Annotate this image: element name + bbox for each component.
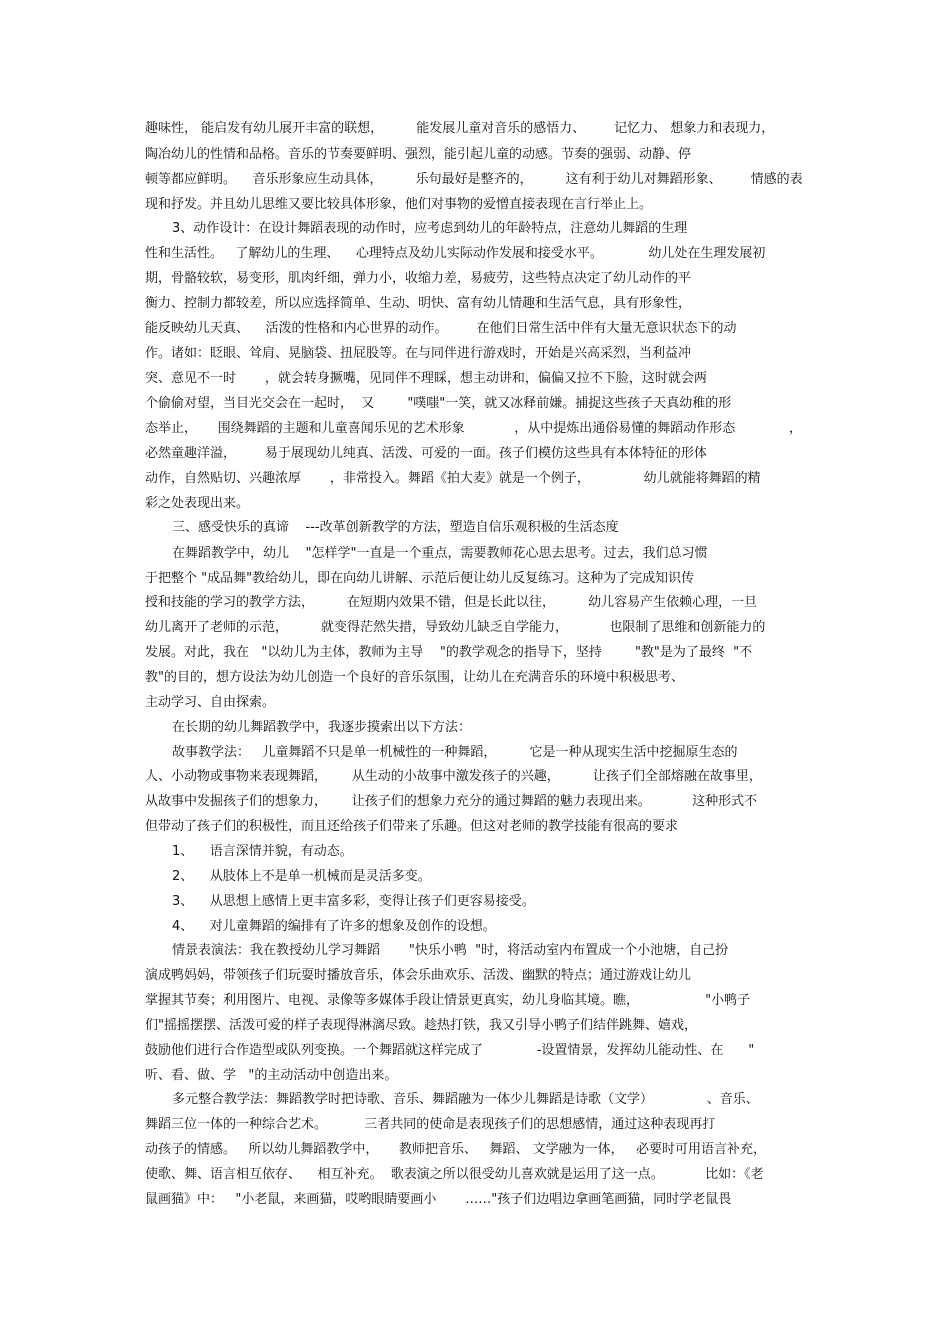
text-line: 使歌、舞、语言相互依存、 相互补充。 歌表演之所以很受幼儿喜欢就是运用了这一点。 比如：《老: [145, 1167, 764, 1182]
text-line: 性和生活性。 了解幼儿的生理、 心理特点及幼儿实际动作发展和接受水平。 幼儿处在生理发展初: [145, 246, 766, 261]
text-line: 个偷偷对望，当目光交会在一起时， 又 "噗嗤"一笑，就又冰释前嫌。捕捉这些孩子天真幼稚的形: [145, 396, 732, 411]
text-line: 鼓励他们进行合作造型或队列变换。一个舞蹈就这样完成了 -设置情景，发挥幼儿能动性、在 ": [145, 1043, 755, 1058]
text-line: 授和技能的学习的教学方法， 在短期内效果不错，但是长此以往， 幼儿容易产生依赖心理，一旦: [145, 595, 758, 610]
text-line: 动孩子的情感。 所以幼儿舞蹈教学中， 教师把音乐、 舞蹈、 文学融为一体， 必要时可用语言补充，: [145, 1142, 766, 1157]
text-line: 主动学习、自由探索。: [145, 695, 276, 710]
text-line: 演成鸭妈妈，带领孩子们玩耍时播放音乐，体会乐曲欢乐、活泼、幽默的特点；通过游戏让幼儿: [145, 968, 692, 983]
text-line: 舞蹈三位一体的一种综合艺术。 三者共同的使命是表现孩子们的思想感情，通过这种表现再打: [145, 1117, 716, 1132]
text-line: 趣味性， 能启发有幼儿展开丰富的联想， 能发展儿童对音乐的感悟力、 记忆力、 想象力和表现力，: [145, 121, 775, 136]
section-heading: 三、感受快乐的真谛 ---改革创新教学的方法，塑造自信乐观积极的生活态度: [172, 520, 619, 535]
text-line: 3、动作设计：在设计舞蹈表现的动作时，应考虑到幼儿的年龄特点，注意幼儿舞蹈的生理: [172, 221, 688, 236]
text-line: 掌握其节奏；利用图片、电视、录像等多媒体手段让情景更真实，幼儿身临其境。瞧， "小鸭子: [145, 993, 751, 1008]
text-line: 衡力、控制力都较差，所以应选择简单、生动、明快、富有幼儿情趣和生活气息，具有形象性，: [145, 296, 692, 311]
text-line: 人、小动物或事物来表现舞蹈， 从生动的小故事中激发孩子的兴趣， 让孩子们全部熔融在故事里，: [145, 769, 762, 784]
text-line: 在舞蹈教学中，幼儿 "怎样学"一直是一个重点，需要教师花心思去思考。过去，我们总习惯: [172, 546, 708, 561]
text-line: 现和抒发。并且幼儿思维又要比较具体形象，他们对事物的爱憎直接表现在言行举止上。: [145, 197, 653, 212]
text-line: 多元整合教学法：舞蹈教学时把诗歌、音乐、舞蹈融为一体少儿舞蹈是诗歌（文学） 、音乐、: [172, 1092, 759, 1107]
text-line: 态举止， 围绕舞蹈的主题和儿童喜闻乐见的艺术形象 ，从中提炼出通俗易懂的舞蹈动作形态 ，: [145, 421, 802, 436]
text-line: 鼠画猫》中： "小老鼠，来画猫，哎哟眼睛要画小 ……"孩子们边唱边拿画笔画猫，同时学老鼠畏: [145, 1192, 732, 1207]
text-line: 彩之处表现出来。: [145, 496, 250, 511]
list-item: 2、 从肢体上不是单一机械而是灵活多变。: [172, 869, 431, 884]
text-line: 陶冶幼儿的性情和品格。音乐的节奏要鲜明、强烈，能引起儿童的动感。节奏的强弱、动静、停: [145, 147, 692, 162]
text-line: 从故事中发掘孩子们的想象力， 让孩子们的想象力充分的通过舞蹈的魅力表现出来。 这种形式不: [145, 794, 758, 809]
text-line: 于把整个 "成品舞"教给幼儿，即在向幼儿讲解、示范后便让幼儿反复练习。这种为了完成知识传: [145, 571, 695, 586]
text-line: 情景表演法：我在教授幼儿学习舞蹈 "快乐小鸭 "时，将活动室内布置成一个小池塘，自己扮: [172, 943, 729, 958]
text-line: 故事教学法： 儿童舞蹈不只是单一机械性的一种舞蹈， 它是一种从现实生活中挖掘原生态的: [172, 745, 738, 760]
text-line: 作。诸如：眨眼、耸肩、晃脑袋、扭屁股等。在与同伴进行游戏时，开始是兴高采烈，当利益冲: [145, 346, 692, 361]
text-line: 期，骨骼较软，易变形，肌肉纤细，弹力小，收缩力差，易疲劳，这些特点决定了幼儿动作的平: [145, 271, 692, 286]
text-line: 听、看、做、学 "的主动活动中创造出来。: [145, 1068, 398, 1083]
text-line: 动作，自然贴切、兴趣浓厚 ，非常投入。舞蹈《拍大麦》就是一个例子， 幼儿就能将舞蹈的精: [145, 471, 761, 486]
text-line: 顿等都应鲜明。 音乐形象应生动具体， 乐句最好是整齐的， 这有利于幼儿对舞蹈形象、 情感的表: [145, 172, 803, 187]
text-line: 必然童趣洋溢， 易于展现幼儿纯真、活泼、可爱的一面。孩子们模仿这些具有本体特征的形体: [145, 446, 707, 461]
list-item: 3、 从思想上感情上更丰富多彩，变得让孩子们更容易接受。: [172, 894, 535, 909]
text-line: 但带动了孩子们的积极性，而且还给孩子们带来了乐趣。但这对老师的教学技能有很高的要求: [145, 819, 679, 834]
text-line: 在长期的幼儿舞蹈教学中，我逐步摸索出以下方法：: [172, 720, 472, 735]
text-line: 突、意见不一时 ，就会转身撅嘴，见同伴不理睬，想主动讲和，偏偏又拉不下脸，这时就会两: [145, 371, 707, 386]
text-line: 能反映幼儿天真、 活泼的性格和内心世界的动作。 在他们日常生活中伴有大量无意识状态下的动: [145, 321, 737, 336]
text-line: 幼儿离开了老师的示范， 就变得茫然失措，导致幼儿缺乏自学能力， 也限制了思维和创新能力的: [145, 620, 766, 635]
text-line: 教"的目的，想方设法为幼儿创造一个良好的音乐氛围，让幼儿在充满音乐的环境中积极思考、: [145, 670, 684, 685]
list-item: 1、 语言深情并貌，有动态。: [172, 844, 353, 859]
list-item: 4、 对儿童舞蹈的编排有了许多的想象及创作的设想。: [172, 919, 496, 934]
text-line: 们"摇摇摆摆、活泼可爱的样子表现得淋漓尽致。趁热打铁，我又引导小鸭子们结伴跳舞、嬉戏，: [145, 1018, 697, 1033]
text-line: 发展。对此，我在 "以幼儿为主体，教师为主导 "的教学观念的指导下，坚持 "教"是为了最终 "不: [145, 645, 753, 660]
